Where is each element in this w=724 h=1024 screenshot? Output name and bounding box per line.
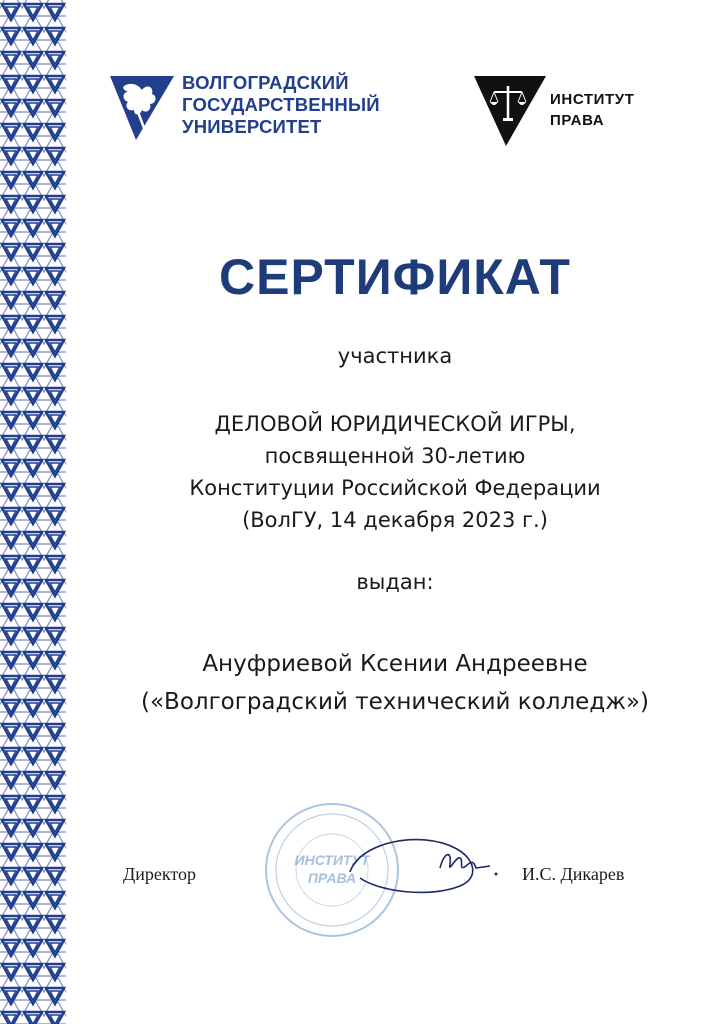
vgu-logo-line-3: УНИВЕРСИТЕТ <box>182 116 322 137</box>
certificate-subtitle: участника <box>337 344 453 368</box>
institute-logo <box>472 72 672 148</box>
stamp-line-2: ПРАВА <box>307 870 357 886</box>
decorative-border <box>0 0 66 1024</box>
signatory-role: Директор <box>123 864 197 884</box>
signatory-name: И.С. Дикарев <box>522 864 625 884</box>
recipient-organization: («Волгоградский технический колледж») <box>141 689 649 715</box>
issued-label: выдан: <box>356 570 434 594</box>
oak-leaf-icon <box>108 70 178 142</box>
recipient <box>66 645 724 721</box>
vgu-logo-line-1: ВОЛГОГРАДСКИЙ <box>182 72 349 93</box>
institute-logo-line-2: ПРАВА <box>550 112 605 129</box>
vgu-logo-line-2: ГОСУДАРСТВЕННЫЙ <box>182 94 380 115</box>
institute-logo-line-1: ИНСТИТУТ <box>550 91 635 108</box>
certificate-title: СЕРТИФИКАТ <box>219 249 571 305</box>
director-signature <box>340 822 510 902</box>
event-line: посвященной 30-летию <box>264 444 526 468</box>
vgu-logo <box>108 70 408 142</box>
event-line: (ВолГУ, 14 декабря 2023 г.) <box>242 508 548 532</box>
event-line: Конституции Российской Федерации <box>189 476 601 500</box>
event-description <box>66 408 724 536</box>
event-line: ДЕЛОВОЙ ЮРИДИЧЕСКОЙ ИГРЫ, <box>214 412 576 436</box>
scales-of-justice-icon <box>472 72 548 148</box>
recipient-name: Ануфриевой Ксении Андреевне <box>202 651 588 677</box>
stamp-line-1: ИНСТИТУТ <box>294 852 370 868</box>
